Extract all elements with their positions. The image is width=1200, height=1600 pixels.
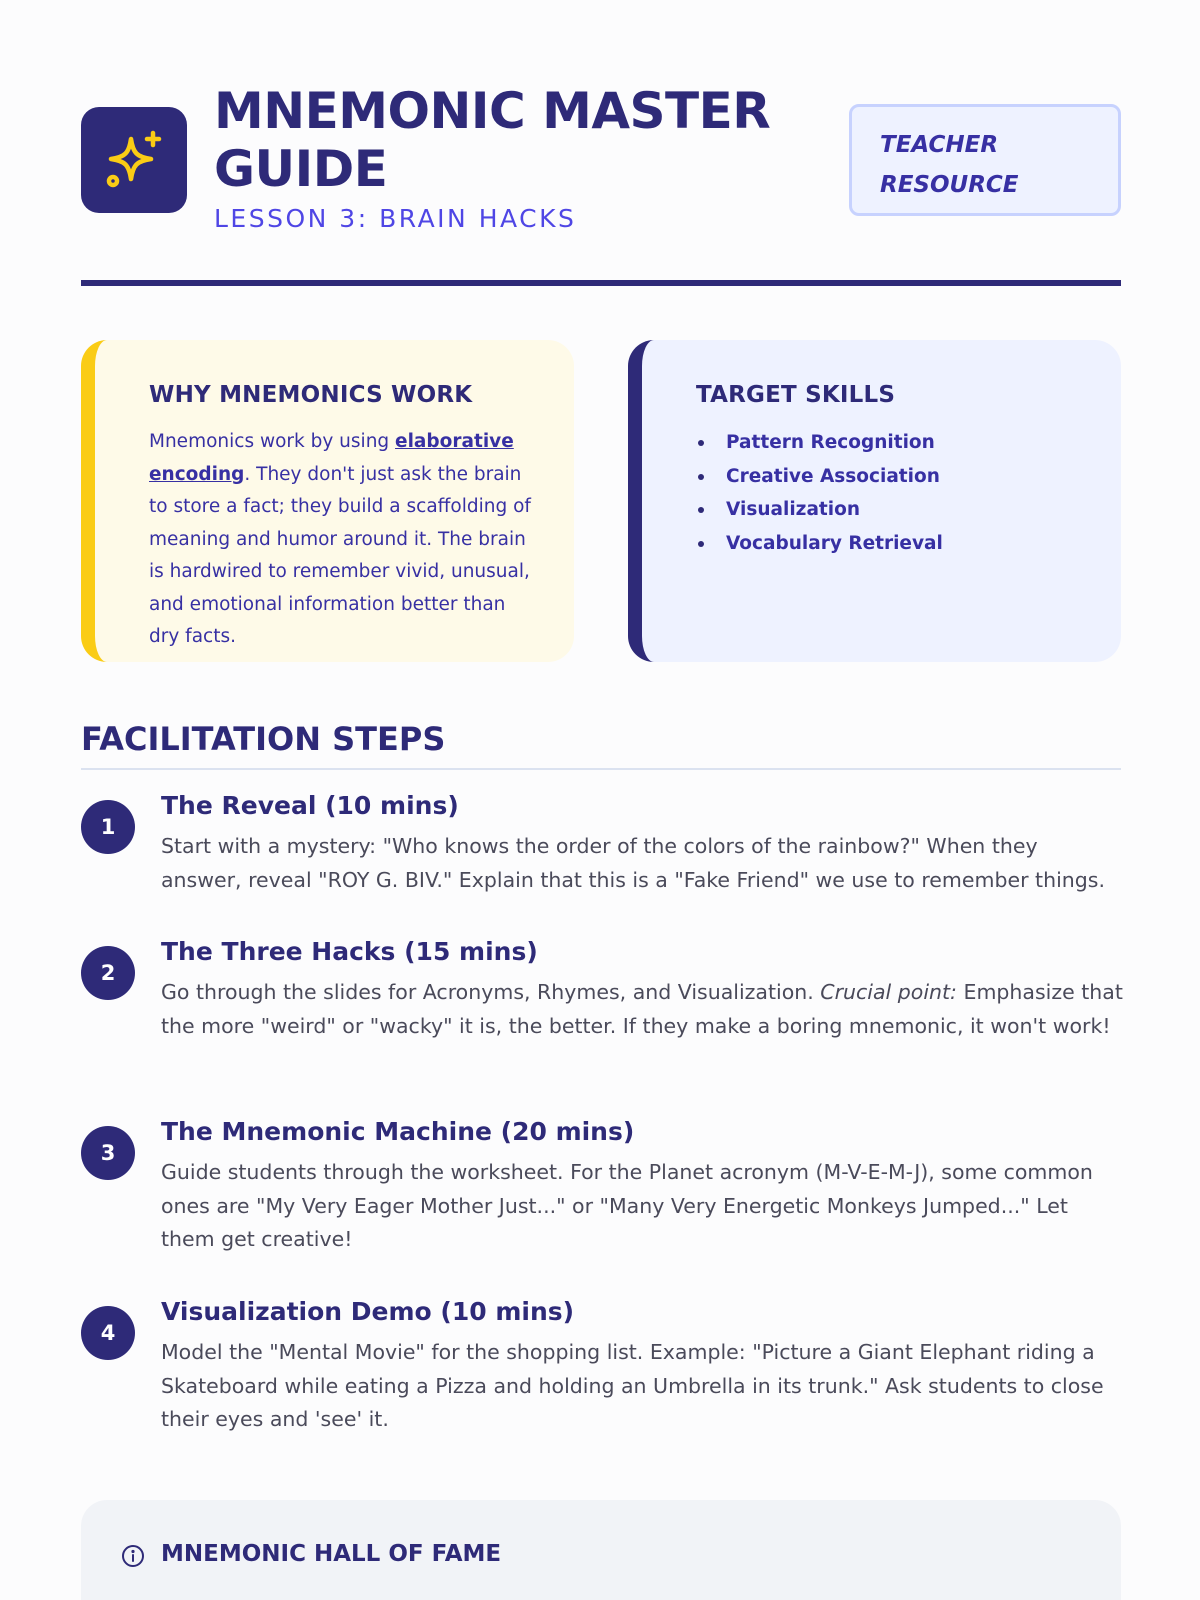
step-title: Visualization Demo (10 mins)	[161, 1297, 575, 1326]
elaborative-encoding-link[interactable]: elaborative encoding	[149, 431, 514, 485]
target-skills-card	[628, 340, 1121, 662]
step-description: Model the "Mental Movie" for the shopping list. Example: "Picture a Giant Elephant riding a Skateboard while eating a Pizza and holding an Umbrella in its trunk." Ask students to close their eyes and 'see' it.	[161, 1340, 1104, 1431]
title-line-1: MNEMONIC MASTER	[214, 82, 771, 140]
why-text	[149, 426, 534, 654]
skills-list	[696, 426, 1081, 560]
page-header	[81, 82, 1121, 242]
hall-of-fame-heading: MNEMONIC HALL OF FAME	[161, 1541, 502, 1567]
step-number-badge: 1	[81, 800, 135, 854]
step-number-badge: 4	[81, 1306, 135, 1360]
page-title	[214, 82, 814, 198]
lesson-subtitle: LESSON 3: BRAIN HACKS	[214, 204, 577, 233]
sparkle-logo-icon	[81, 107, 187, 213]
badge-line-1: TEACHER	[880, 132, 999, 158]
step-text-after: Emphasize that the more "weird" or "wacky" it is, the better. If they make a boring mnemonic, it won't work!	[161, 980, 1123, 1038]
step-number-badge: 2	[81, 946, 135, 1000]
crucial-point-emphasis: Crucial point:	[820, 980, 957, 1004]
step-description	[161, 976, 1124, 1043]
step-title: The Three Hacks (15 mins)	[161, 937, 538, 966]
skills-heading: TARGET SKILLS	[696, 382, 896, 408]
header-divider	[81, 280, 1121, 286]
skill-item: Visualization	[696, 493, 1081, 527]
badge-line-2: RESOURCE	[880, 172, 1019, 198]
step-title: The Mnemonic Machine (20 mins)	[161, 1117, 635, 1146]
lesson-guide-page	[81, 0, 1121, 1600]
skill-item: Creative Association	[696, 460, 1081, 494]
facilitation-heading: FACILITATION STEPS	[81, 720, 446, 758]
step-text-before: Go through the slides for Acronyms, Rhymes, and Visualization.	[161, 980, 821, 1004]
why-text-before: Mnemonics work by using	[149, 431, 396, 452]
why-mnemonics-card	[81, 340, 574, 662]
section-divider	[81, 768, 1121, 770]
why-text-after: . They don't just ask the brain to store a fact; they build a scaffolding of meaning and humor around it. The brain is hardwired to remember vivid, unusual, and emotional information better than dry facts.	[149, 463, 531, 647]
skill-item: Pattern Recognition	[696, 426, 1081, 460]
hall-of-fame-panel	[81, 1500, 1121, 1600]
teacher-resource-badge	[849, 104, 1121, 216]
info-icon	[121, 1544, 145, 1572]
why-heading: WHY MNEMONICS WORK	[149, 382, 473, 408]
skill-item: Vocabulary Retrieval	[696, 527, 1081, 561]
title-line-2: GUIDE	[214, 140, 388, 198]
step-description: Guide students through the worksheet. For the Planet acronym (M-V-E-M-J), some common ones are "My Very Eager Mother Just..." or "Many Very Energetic Monkeys Jumped..." Let them get creative!	[161, 1160, 1093, 1251]
step-number-badge: 3	[81, 1126, 135, 1180]
step-description: Start with a mystery: "Who knows the order of the colors of the rainbow?" When they answer, reveal "ROY G. BIV." Explain that this is a "Fake Friend" we use to remember things.	[161, 834, 1105, 892]
step-title: The Reveal (10 mins)	[161, 791, 459, 820]
